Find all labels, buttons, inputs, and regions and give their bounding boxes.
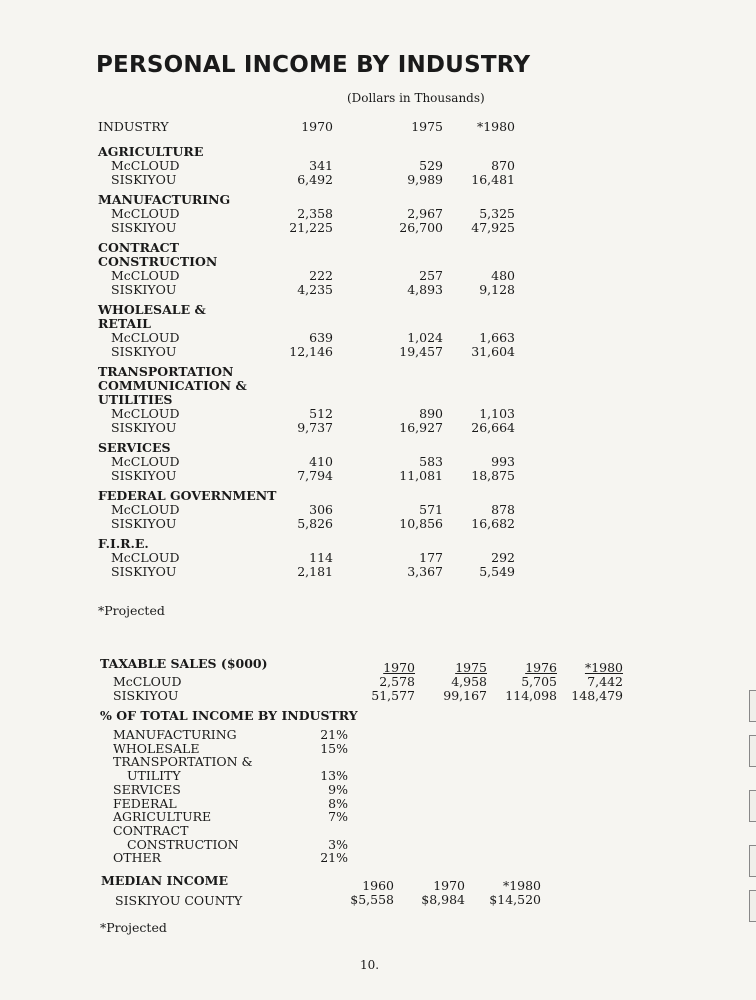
row-label: McCLOUD — [111, 502, 180, 517]
table-cell: 341 — [309, 158, 333, 173]
row-label: SISKIYOU — [111, 516, 177, 531]
table-cell: 148,479 — [571, 688, 623, 703]
table-cell: 2,181 — [297, 564, 333, 579]
table-cell: 47,925 — [471, 220, 515, 235]
table-header-industry: INDUSTRY — [98, 119, 169, 134]
page-number: 10. — [360, 958, 380, 972]
taxable-sales-heading: TAXABLE SALES ($000) — [100, 656, 268, 671]
table-header-year: *1980 — [476, 119, 515, 134]
industry-heading: FEDERAL GOVERNMENT — [98, 488, 277, 503]
row-label: SISKIYOU — [111, 172, 177, 187]
table-cell: 16,927 — [399, 420, 443, 435]
taxable-sales-year: 1970 — [383, 660, 415, 675]
industry-heading: RETAIL — [98, 316, 151, 331]
row-label: McCLOUD — [111, 406, 180, 421]
table-cell: 10,856 — [399, 516, 443, 531]
table-cell: 4,235 — [297, 282, 333, 297]
table-cell: 3,367 — [407, 564, 443, 579]
industry-heading: WHOLESALE & — [98, 302, 206, 317]
median-year: 1960 — [362, 878, 394, 893]
binder-tab — [749, 845, 756, 877]
median-value: $5,558 — [350, 892, 394, 907]
row-label: SISKIYOU — [111, 564, 177, 579]
table-cell: 410 — [309, 454, 333, 469]
pct-row-value: 9% — [328, 781, 348, 797]
table-cell: 26,700 — [399, 220, 443, 235]
table-cell: 1,024 — [407, 330, 443, 345]
table-cell: 2,358 — [297, 206, 333, 221]
row-label: McCLOUD — [111, 268, 180, 283]
industry-heading: F.I.R.E. — [98, 536, 149, 551]
table-cell: 9,737 — [297, 420, 333, 435]
table-cell: 19,457 — [399, 344, 443, 359]
industry-heading: MANUFACTURING — [98, 192, 231, 207]
median-income-heading: MEDIAN INCOME — [101, 873, 229, 888]
table-cell: 583 — [419, 454, 443, 469]
binder-tab — [749, 690, 756, 722]
pct-row-label: SERVICES — [113, 781, 181, 797]
page-subtitle: (Dollars in Thousands) — [347, 91, 485, 105]
table-cell: 2,578 — [379, 674, 415, 689]
table-cell: 292 — [491, 550, 515, 565]
table-cell: 571 — [419, 502, 443, 517]
row-label: SISKIYOU — [111, 420, 177, 435]
median-year: 1970 — [433, 878, 465, 893]
industry-heading: COMMUNICATION & — [98, 378, 247, 393]
table-header-year: 1975 — [411, 119, 443, 134]
industry-heading: CONTRACT — [98, 240, 179, 255]
pct-row-value: 13% — [320, 768, 348, 784]
pct-row-label: AGRICULTURE — [113, 809, 212, 825]
taxable-sales-year: 1975 — [455, 660, 487, 675]
table-cell: 5,549 — [479, 564, 515, 579]
pct-row-label: WHOLESALE — [113, 740, 200, 756]
pct-row-label: TRANSPORTATION & — [113, 754, 253, 770]
taxable-sales-year: *1980 — [584, 660, 623, 675]
pct-row-label: MANUFACTURING — [113, 727, 237, 742]
pct-row-label: UTILITY — [127, 768, 181, 784]
table-cell: 890 — [419, 406, 443, 421]
pct-row-value: 8% — [328, 795, 348, 811]
table-cell: 16,682 — [471, 516, 515, 531]
row-label: McCLOUD — [113, 674, 182, 689]
binder-tab — [749, 790, 756, 822]
binder-tab — [749, 735, 756, 767]
industry-heading: CONSTRUCTION — [98, 254, 218, 269]
table-cell: 4,958 — [451, 674, 487, 689]
table-cell: 16,481 — [471, 172, 515, 187]
table-cell: 11,081 — [399, 468, 443, 483]
industry-heading: TRANSPORTATION — [98, 364, 234, 379]
table-cell: 9,989 — [407, 172, 443, 187]
row-label: SISKIYOU — [111, 344, 177, 359]
table-cell: 480 — [491, 268, 515, 283]
row-label: SISKIYOU — [111, 220, 177, 235]
page-title: PERSONAL INCOME BY INDUSTRY — [96, 52, 531, 78]
pct-row-value: 21% — [320, 727, 348, 742]
median-year: *1980 — [502, 878, 541, 893]
table-cell: 870 — [491, 158, 515, 173]
median-value: $8,984 — [421, 892, 465, 907]
table-cell: 99,167 — [443, 688, 487, 703]
table-cell: 2,967 — [407, 206, 443, 221]
table-cell: 26,664 — [471, 420, 515, 435]
table-cell: 257 — [419, 268, 443, 283]
table-cell: 878 — [491, 502, 515, 517]
row-label: McCLOUD — [111, 330, 180, 345]
table-cell: 31,604 — [471, 344, 515, 359]
row-label: McCLOUD — [111, 454, 180, 469]
table-cell: 993 — [491, 454, 515, 469]
table-cell: 1,103 — [479, 406, 515, 421]
taxable-sales-year: 1976 — [525, 660, 557, 675]
industry-heading: SERVICES — [98, 440, 171, 455]
table-cell: 5,705 — [521, 674, 557, 689]
row-label: SISKIYOU — [113, 688, 179, 703]
table-cell: 5,325 — [479, 206, 515, 221]
table-cell: 12,146 — [289, 344, 333, 359]
row-label: SISKIYOU COUNTY — [115, 893, 243, 908]
table-cell: 51,577 — [371, 688, 415, 703]
table-cell: 222 — [309, 268, 333, 283]
table-cell: 306 — [309, 502, 333, 517]
pct-row-label: OTHER — [113, 850, 162, 866]
footnote-projected: *Projected — [98, 603, 165, 618]
table-cell: 512 — [309, 406, 333, 421]
table-cell: 7,442 — [587, 674, 623, 689]
table-cell: 114,098 — [505, 688, 557, 703]
row-label: McCLOUD — [111, 206, 180, 221]
table-header-year: 1970 — [301, 119, 333, 134]
industry-heading: UTILITIES — [98, 392, 173, 407]
pct-row-label: FEDERAL — [113, 795, 177, 811]
pct-row-value: 21% — [320, 850, 348, 866]
table-cell: 529 — [419, 158, 443, 173]
row-label: SISKIYOU — [111, 468, 177, 483]
table-cell: 1,663 — [479, 330, 515, 345]
pct-row-value: 7% — [328, 809, 348, 825]
footnote-projected: *Projected — [100, 920, 167, 935]
table-cell: 9,128 — [479, 282, 515, 297]
table-cell: 21,225 — [289, 220, 333, 235]
row-label: SISKIYOU — [111, 282, 177, 297]
binder-tab — [749, 890, 756, 922]
table-cell: 177 — [419, 550, 443, 565]
pct-row-label: CONTRACT — [113, 822, 189, 838]
table-cell: 7,794 — [297, 468, 333, 483]
table-cell: 114 — [309, 550, 333, 565]
table-cell: 18,875 — [471, 468, 515, 483]
row-label: McCLOUD — [111, 158, 180, 173]
pct-income-heading: % OF TOTAL INCOME BY INDUSTRY — [100, 708, 358, 723]
pct-row-value: 3% — [328, 836, 348, 852]
pct-row-label: CONSTRUCTION — [127, 836, 239, 852]
table-cell: 4,893 — [407, 282, 443, 297]
median-value: $14,520 — [489, 892, 541, 907]
table-cell: 5,826 — [297, 516, 333, 531]
table-cell: 639 — [309, 330, 333, 345]
table-cell: 6,492 — [297, 172, 333, 187]
row-label: McCLOUD — [111, 550, 180, 565]
industry-heading: AGRICULTURE — [98, 144, 204, 159]
pct-row-value: 15% — [320, 740, 348, 756]
